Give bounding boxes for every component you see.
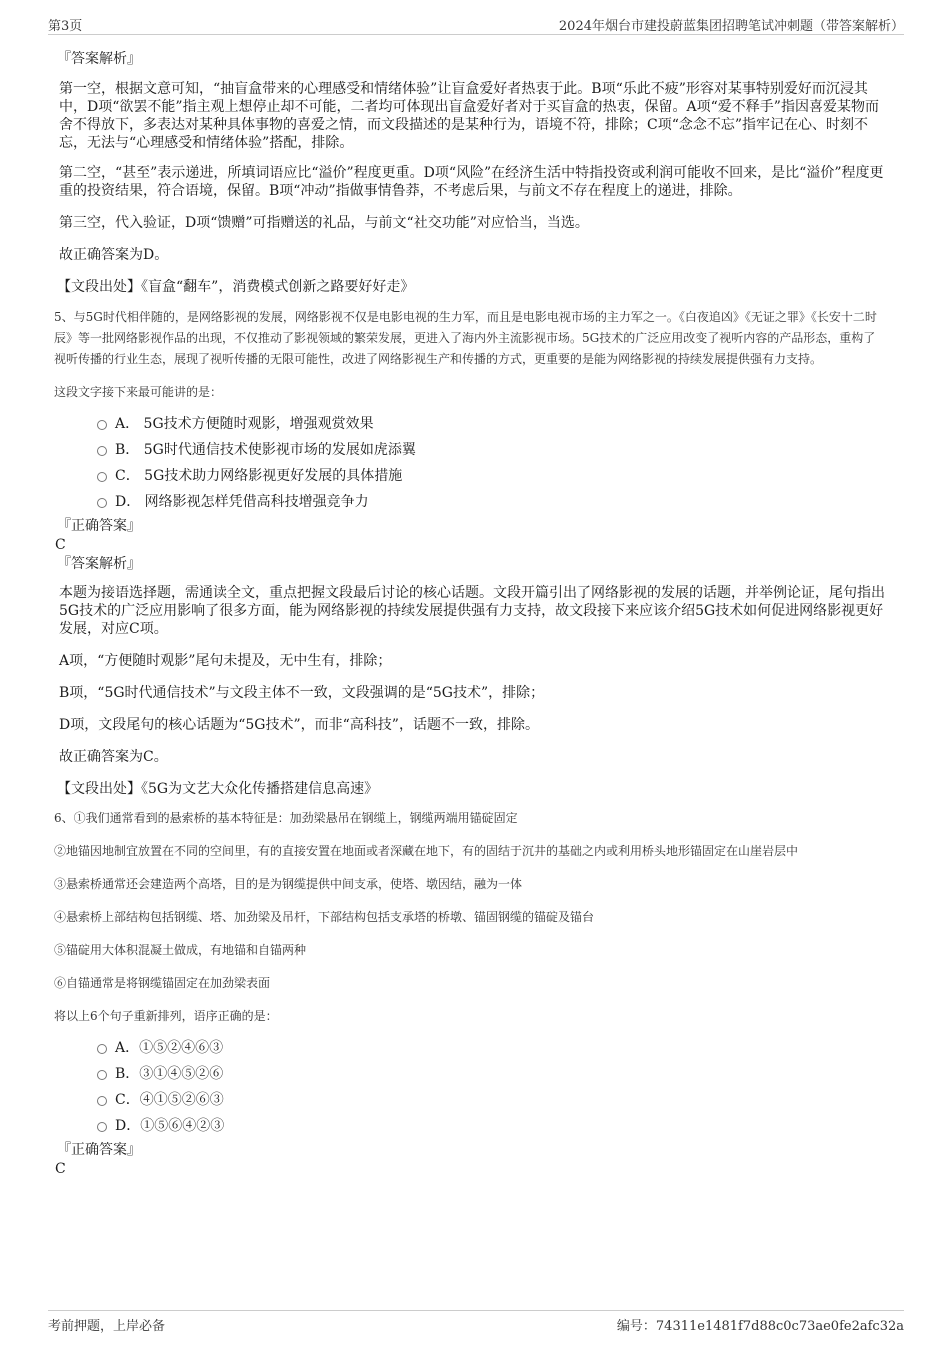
q5-source: 【文段出处】《5G为文艺大众化传播搭建信息高速》: [57, 781, 379, 797]
q5-option-b[interactable]: B． 5G时代通信技术使影视市场的发展如虎添翼: [97, 441, 887, 467]
q4-analysis-para-2: 第二空，“甚至”表示递进，所填词语应比“溢价”程度更重。D项“风险”在经济生活中特指投资或利润可能收不回来，是比“溢价”程度更重的投资结果，符合语境，保留。B项“冲动”指做事情鲁莽，不考虑后果，与前文不存在程度上的递进，排除。: [59, 165, 884, 199]
q5-options: [57, 415, 887, 519]
q5-option-d[interactable]: D． 网络影视怎样凭借高科技增强竞争力: [97, 493, 887, 519]
q6-sentence-4: ④悬索桥上部结构包括钢缆、塔、加劲梁及吊杆，下部结构包括支承塔的桥墩、锚固钢缆的锚碇及锚台: [54, 910, 595, 924]
page-content: [54, 50, 887, 1178]
q6-option-a[interactable]: A．①⑤②④⑥③: [97, 1039, 887, 1065]
page-number: 第3页: [48, 19, 83, 34]
q5-analysis-para-2: A项，“方便随时观影”尾句未提及，无中生有，排除；: [59, 653, 392, 669]
q5-answer: C: [55, 537, 66, 553]
radio-icon[interactable]: [97, 446, 107, 456]
q5-analysis-para-1: 本题为接语选择题，需通读全文，重点把握文段最后讨论的核心话题。文段开篇引出了网络影视的发展的话题，并举例论证，尾句指出5G技术的广泛应用影响了很多方面，能为网络影视的持续发展提供强有力支持，故文段接下来应该介绍5G技术如何促进网络影视更好发展，对应C项。: [59, 585, 885, 637]
q5-option-c[interactable]: C． 5G技术助力网络影视更好发展的具体措施: [97, 467, 887, 493]
q6-sentence-1: 6、①我们通常看到的悬索桥的基本特征是：加劲梁悬吊在钢缆上，钢缆两端用锚碇固定: [54, 811, 518, 825]
q4-analysis-para-1: 第一空，根据文意可知，“抽盲盒带来的心理感受和情绪体验”让盲盒爱好者热衷于此。B项“乐此不疲”形容对某事特别爱好而沉浸其中，D项“欲罢不能”指主观上想停止却不可能，二者均可体现出盲盒爱好者对于买盲盒的热衷，保留。A项“爱不释手”指因喜爱某物而舍不得放下，多表达对某种具体事物的喜爱之情，而文段描述的是某种行为，语境不符，排除；C项“念念不忘”指牢记在心、时刻不忘，无法与“心理感受和情绪体验”搭配，排除。: [59, 81, 879, 151]
radio-icon[interactable]: [97, 420, 107, 430]
q4-source: 【文段出处】《盲盒“翻车”，消费模式创新之路要好好走》: [57, 279, 415, 295]
q5-option-a[interactable]: A． 5G技术方便随时观影，增强观赏效果: [97, 415, 887, 441]
q5-stem: 5、与5G时代相伴随的，是网络影视的发展，网络影视不仅是电影电视的生力军，而且是电影电视市场的主力军之一。《白夜追凶》《无证之罪》《长安十二时辰》等一批网络影视作品的出现，不仅推动了影视领域的繁荣发展，更进入了海内外主流影视市场。5G技术的广泛应用改变了视听内容的产品形态，重构了视听传播的行业生态，展现了视听传播的无限可能性，改进了网络影视生产和传播的方式，更重要的是能为网络影视的持续发展提供强有力支持。: [54, 310, 877, 366]
q5-answer-label: 『正确答案』: [57, 518, 141, 534]
q6-answer: C: [55, 1161, 66, 1177]
page-header: [48, 12, 904, 35]
q4-conclusion: 故正确答案为D。: [59, 247, 169, 263]
q6-option-b[interactable]: B．③①④⑤②⑥: [97, 1065, 887, 1091]
radio-icon[interactable]: [97, 472, 107, 482]
q6-option-c[interactable]: C．④①⑤②⑥③: [97, 1091, 887, 1117]
footer-slogan: 考前押题，上岸必备: [48, 1319, 166, 1334]
q4-analysis-para-3: 第三空，代入验证，D项“馈赠”可指赠送的礼品，与前文“社交功能”对应恰当，当选。: [59, 215, 589, 231]
radio-icon[interactable]: [97, 498, 107, 508]
radio-icon[interactable]: [97, 1122, 107, 1132]
q6-option-d[interactable]: D．①⑤⑥④②③: [97, 1117, 887, 1143]
q6-answer-label: 『正确答案』: [57, 1142, 141, 1158]
q6-sentence-2: ②地锚因地制宜放置在不同的空间里，有的直接安置在地面或者深藏在地下，有的固结于沉井的基础之内或利用桥头地形锚固定在山崖岩层中: [54, 844, 799, 858]
q4-analysis-label: 『答案解析』: [57, 51, 141, 67]
q6-sentence-6: ⑥自锚通常是将钢缆锚固定在加劲梁表面: [54, 976, 271, 990]
radio-icon[interactable]: [97, 1070, 107, 1080]
q5-analysis-label: 『答案解析』: [57, 556, 141, 572]
q6-question: 将以上6个句子重新排列，语序正确的是：: [54, 1009, 278, 1023]
q5-analysis-para-3: B项，“5G时代通信技术”与文段主体不一致，文段强调的是“5G技术”，排除；: [59, 685, 545, 701]
q5-question: 这段文字接下来最可能讲的是：: [54, 385, 223, 399]
radio-icon[interactable]: [97, 1096, 107, 1106]
q6-sentence-5: ⑤锚碇用大体积混凝土做成，有地锚和自锚两种: [54, 943, 307, 957]
q6-options: [57, 1039, 887, 1143]
document-id: 编号：74311e1481f7d88c0c73ae0fe2afc32a: [616, 1319, 904, 1334]
radio-icon[interactable]: [97, 1044, 107, 1054]
page-footer: [48, 1310, 904, 1333]
q6-sentence-3: ③悬索桥通常还会建造两个高塔，目的是为钢缆提供中间支承，使塔、墩因结，融为一体: [54, 877, 523, 891]
document-title: 2024年烟台市建投蔚蓝集团招聘笔试冲刺题（带答案解析）: [558, 19, 904, 34]
q5-analysis-para-4: D项，文段尾句的核心话题为“5G技术”，而非“高科技”，话题不一致，排除。: [59, 717, 539, 733]
q5-conclusion: 故正确答案为C。: [59, 749, 168, 765]
